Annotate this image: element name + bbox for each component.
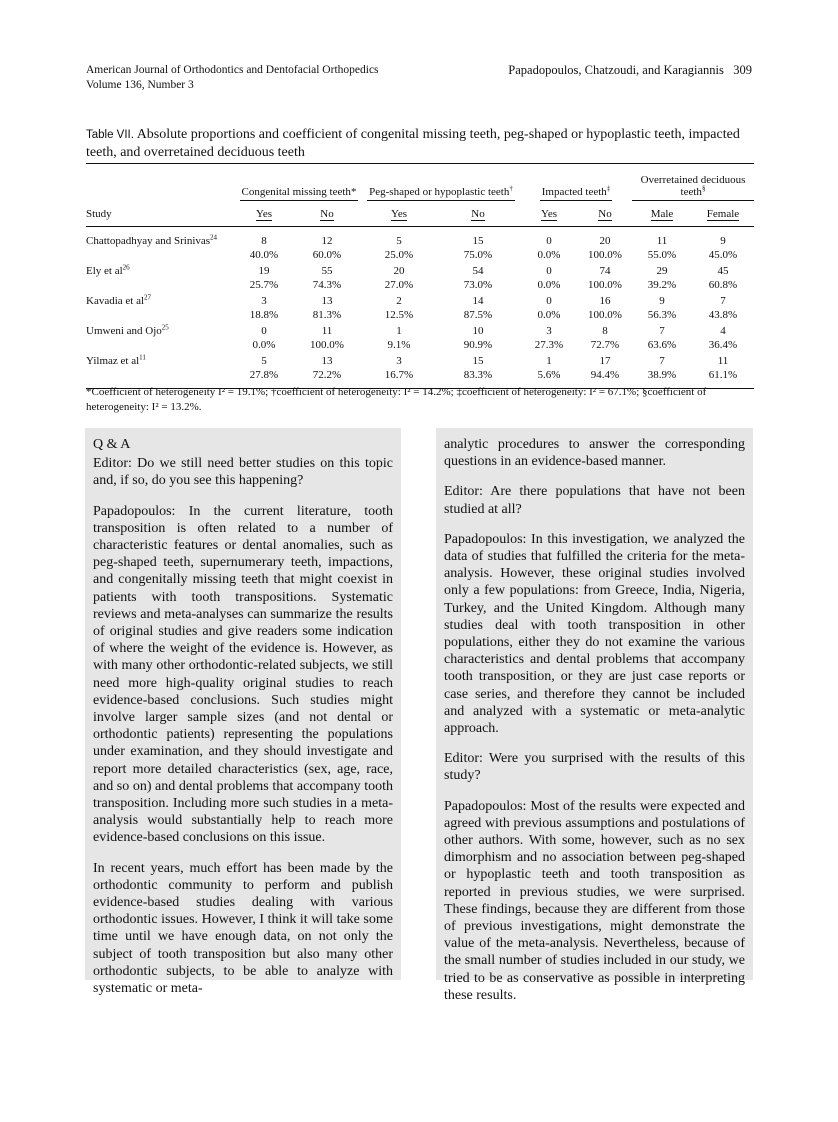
- column-header: No: [598, 208, 612, 220]
- count-cell: 11: [321, 325, 333, 337]
- count-cell: 1: [396, 325, 402, 337]
- qa-paragraph: Papadopoulos: Most of the results were expected and agreed with previous assumptions and postulations of other authors. With some, however, such as no sex dimorphism and no association between peg-shaped or hypoplastic teeth and tooth transposition as reported in previous studies, we were surprised. These findings, because they are different from those of previous investigations, might demonstrate the value of the meta-analysis. Nevertheless, because of the small number of studies included in our study, we tried to be as conservative as possible in interpreting these results.: [444, 798, 745, 1003]
- percent-cell: 16.7%: [384, 368, 414, 381]
- table-caption-text: Absolute proportions and coefficient of congenital missing teeth, peg-shaped or hypoplastic teeth, impacted teeth, and overretained deciduous teeth: [86, 127, 740, 160]
- qa-paragraph: Papadopoulos: In the current literature, tooth transposition is often related to a number of characteristic features or dental anomalies, such as peg-shaped teeth, supernumerary teeth, impactions, and congenitally missing teeth that might coexist in patients with tooth transpositions. Systematic reviews and meta-analyses can summarize the results of original studies and give readers some indication of where the weight of the evidence is. However, as with many other orthodontic-related subjects, we still need more high-quality original studies to reach evidence-based conclusions. Such studies might involve larger sample sizes (and not dental or orthodontic patients) representing the populations under examination, and they should investigate and report more detailed characteristics (sex, age, race, and so on) and dental problems that accompany tooth transposition. Including more such studies in a meta-analysis would substantially help to reach more evidence-based conclusions on this issue.: [93, 503, 393, 846]
- percent-cell: 100.0%: [310, 338, 344, 351]
- journal-title: American Journal of Orthodontics and Dentofacial Orthopedics: [86, 64, 379, 76]
- count-cell: 15: [472, 235, 484, 247]
- percent-cell: 27.0%: [384, 278, 414, 291]
- percent-cell: 40.0%: [249, 248, 279, 261]
- count-cell: 2: [396, 295, 402, 307]
- column-header: Yes: [540, 208, 557, 220]
- percent-cell: 72.2%: [312, 368, 342, 381]
- table-row: [86, 352, 754, 369]
- count-cell: 45: [717, 265, 729, 277]
- count-cell: 17: [599, 355, 611, 367]
- count-cell: 1: [546, 355, 552, 367]
- count-cell: 0: [546, 235, 552, 247]
- running-header-left: [86, 63, 379, 93]
- group-header-peg-shaped: Peg-shaped or hypoplastic teeth†: [362, 164, 520, 205]
- qa-heading: Q & A: [93, 437, 131, 452]
- group-header-overretained: Overretained deciduous teeth§: [632, 164, 754, 205]
- table-row: [86, 322, 754, 339]
- percent-cell: 61.1%: [708, 368, 738, 381]
- percent-cell: 27.3%: [534, 338, 564, 351]
- study-name: Kavadia et $al^{27}$: [86, 293, 152, 307]
- percent-cell: 45.0%: [708, 248, 738, 261]
- percent-cell: 81.3%: [312, 308, 342, 321]
- qa-paragraph: Editor: Do we still need better studies on this topic and, if so, do you see this happening?: [93, 456, 393, 489]
- percent-cell: 39.2%: [647, 278, 677, 291]
- study-name: Ely et $al^{26}$: [86, 263, 130, 277]
- running-header-right: [508, 63, 752, 78]
- percent-cell: 73.0%: [463, 278, 493, 291]
- qa-paragraph: Editor: Were you surprised with the results of this study?: [444, 751, 745, 784]
- count-cell: 13: [321, 355, 333, 367]
- table-row-percent: [86, 309, 754, 323]
- table-body: [86, 227, 754, 389]
- data-table: [86, 163, 754, 389]
- column-header: Female: [706, 208, 740, 220]
- reference-number: 26: [122, 263, 130, 272]
- count-cell: 9: [720, 235, 726, 247]
- percent-cell: 27.8%: [249, 368, 279, 381]
- percent-cell: 90.9%: [463, 338, 493, 351]
- percent-cell: 87.5%: [463, 308, 493, 321]
- data-table-container: [86, 163, 754, 389]
- table-caption: [86, 126, 754, 161]
- reference-number: 11: [139, 353, 146, 362]
- percent-cell: 55.0%: [647, 248, 677, 261]
- column-header-study: Study: [86, 208, 112, 220]
- qa-paragraph: In recent years, much effort has been made by the orthodontic community to perform and publish evidence-based studies dealing with various orthodontic issues. However, I think it will take some time until we have enough data, on not only the subject of tooth transposition but also many other orthodontic subjects, to be able to analyze with systematic or meta-: [93, 860, 393, 997]
- group-header-impacted: Impacted teeth‡: [520, 164, 632, 205]
- percent-cell: 83.3%: [463, 368, 493, 381]
- count-cell: 29: [656, 265, 668, 277]
- percent-cell: 38.9%: [647, 368, 677, 381]
- header-authors: Papadopoulos, Chatzoudi, and Karagiannis: [508, 63, 724, 77]
- qa-paragraph: analytic procedures to answer the corresponding questions in an evidence-based manner.: [444, 437, 745, 470]
- table-row-percent: [86, 339, 754, 353]
- percent-cell: 25.0%: [384, 248, 414, 261]
- count-cell: 3: [396, 355, 402, 367]
- percent-cell: 9.1%: [387, 338, 411, 351]
- count-cell: 7: [659, 325, 665, 337]
- count-cell: 14: [472, 295, 484, 307]
- column-header: Yes: [255, 208, 272, 220]
- count-cell: 54: [472, 265, 484, 277]
- percent-cell: 12.5%: [384, 308, 414, 321]
- reference-number: 27: [144, 293, 152, 302]
- count-cell: 11: [656, 235, 668, 247]
- table-row: [86, 262, 754, 279]
- count-cell: 0: [546, 295, 552, 307]
- column-header: No: [320, 208, 334, 220]
- column-header: Yes: [390, 208, 407, 220]
- count-cell: 11: [717, 355, 729, 367]
- table-row: [86, 227, 754, 249]
- study-name: Yilmaz et $al^{11}$: [86, 353, 146, 367]
- percent-cell: 36.4%: [708, 338, 738, 351]
- count-cell: 20: [393, 265, 405, 277]
- page-number: 309: [733, 63, 752, 77]
- percent-cell: 100.0%: [588, 278, 622, 291]
- count-cell: 12: [321, 235, 333, 247]
- qa-paragraph: Papadopoulos: In this investigation, we analyzed the data of studies that fulfilled the criteria for the meta-analysis. However, these original studies involved only a few populations: from Greece, India, Nigeria, Turkey, and the United Kingdom. Although many studies deal with tooth transposition in other populations, either they do not examine the various characteristics and dental problems that accompany tooth transposition, or they are just case reports or case series, and therefore they cannot be included and analyzed with a systematic or meta-analytic approach.: [444, 531, 745, 737]
- percent-cell: 5.6%: [537, 368, 561, 381]
- count-cell: 0: [546, 265, 552, 277]
- count-cell: 5: [396, 235, 402, 247]
- count-cell: 19: [258, 265, 270, 277]
- count-cell: 16: [599, 295, 611, 307]
- table-footnote: *Coefficient of heterogeneity I² = 19.1%; †coefficient of heterogeneity: I² = 14.2%; ‡coefficient of heterogeneity: I² = 67.1%; §coefficient of heterogeneity: I² = 13.2%.: [86, 386, 707, 413]
- count-cell: 9: [659, 295, 665, 307]
- percent-cell: 60.0%: [312, 248, 342, 261]
- column-header: Male: [650, 208, 674, 220]
- qa-column-right: [436, 428, 753, 1003]
- percent-cell: 18.8%: [249, 308, 279, 321]
- count-cell: 13: [321, 295, 333, 307]
- percent-cell: 63.6%: [647, 338, 677, 351]
- reference-number: 25: [161, 323, 169, 332]
- count-cell: 15: [472, 355, 484, 367]
- group-header-congenital: Congenital missing teeth*: [236, 164, 362, 205]
- percent-cell: 74.3%: [312, 278, 342, 291]
- count-cell: 74: [599, 265, 611, 277]
- percent-cell: 56.3%: [647, 308, 677, 321]
- count-cell: 10: [472, 325, 484, 337]
- qa-column-left: [85, 428, 401, 997]
- table-row: [86, 292, 754, 309]
- percent-cell: 100.0%: [588, 248, 622, 261]
- qa-paragraph: Editor: Are there populations that have not been studied at all?: [444, 484, 745, 517]
- percent-cell: 60.8%: [708, 278, 738, 291]
- count-cell: 7: [720, 295, 726, 307]
- journal-volume: Volume 136, Number 3: [86, 79, 194, 91]
- column-header: No: [471, 208, 485, 220]
- percent-cell: 94.4%: [590, 368, 620, 381]
- count-cell: 5: [261, 355, 267, 367]
- study-name: Umweni and Ojo$^{25}$: [86, 323, 169, 337]
- reference-number: 24: [210, 233, 218, 242]
- table-row-percent: [86, 249, 754, 263]
- count-cell: 20: [599, 235, 611, 247]
- percent-cell: 0.0%: [537, 248, 561, 261]
- percent-cell: 0.0%: [252, 338, 276, 351]
- table-label: Table VII.: [86, 129, 134, 141]
- count-cell: 4: [720, 325, 726, 337]
- percent-cell: 0.0%: [537, 308, 561, 321]
- count-cell: 3: [546, 325, 552, 337]
- percent-cell: 0.0%: [537, 278, 561, 291]
- count-cell: 0: [261, 325, 267, 337]
- study-name: Chattopadhyay and Srinivas$^{24}$: [86, 233, 218, 247]
- percent-cell: 25.7%: [249, 278, 279, 291]
- count-cell: 8: [602, 325, 608, 337]
- percent-cell: 75.0%: [463, 248, 493, 261]
- count-cell: 7: [659, 355, 665, 367]
- percent-cell: 72.7%: [590, 338, 620, 351]
- count-cell: 3: [261, 295, 267, 307]
- percent-cell: 100.0%: [588, 308, 622, 321]
- percent-cell: 43.8%: [708, 308, 738, 321]
- count-cell: 8: [261, 235, 267, 247]
- count-cell: 55: [321, 265, 333, 277]
- table-row-percent: [86, 279, 754, 293]
